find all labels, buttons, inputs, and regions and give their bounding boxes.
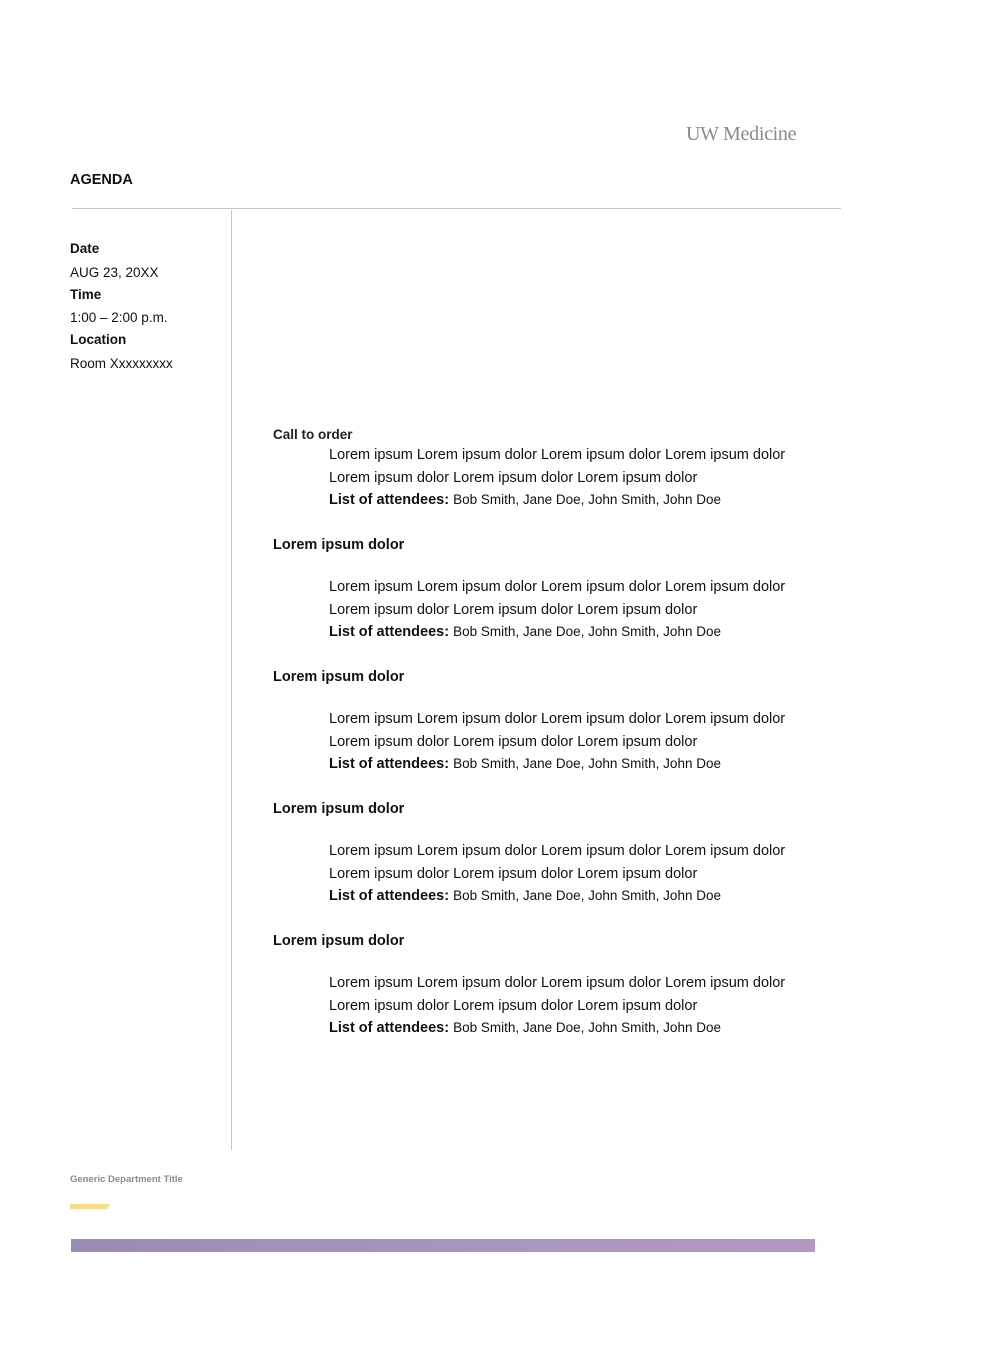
agenda-item-heading: Lorem ipsum dolor xyxy=(273,933,405,949)
agenda-item-text: Lorem ipsum dolor Lorem ipsum dolor Lorem ipsum dolor xyxy=(329,733,698,750)
attendees-names: Bob Smith, Jane Doe, John Smith, John Doe xyxy=(453,756,721,771)
attendees-label: List of attendees: xyxy=(329,492,450,508)
agenda-item-heading: Lorem ipsum dolor xyxy=(273,669,405,685)
agenda-item-text: Lorem ipsum Lorem ipsum dolor Lorem ipsum dolor Lorem ipsum dolor xyxy=(329,843,786,859)
attendees-line xyxy=(329,753,843,775)
footer-color-bar xyxy=(71,1239,815,1252)
agenda-item-body xyxy=(329,972,843,1039)
agenda-item-text: Lorem ipsum Lorem ipsum dolor Lorem ipsum dolor Lorem ipsum dolor xyxy=(329,975,786,991)
agenda-item-body xyxy=(329,840,843,907)
agenda-item-heading: Lorem ipsum dolor xyxy=(273,801,405,817)
agenda-item-text: Lorem ipsum dolor Lorem ipsum dolor Lorem ipsum dolor xyxy=(329,997,698,1014)
location-label: Location xyxy=(70,332,127,347)
uw-medicine-logo: UW Medicine xyxy=(686,123,797,145)
location-value: Room Xxxxxxxxx xyxy=(70,355,173,371)
attendees-label: List of attendees: xyxy=(329,756,450,772)
time-label: Time xyxy=(70,286,102,302)
department-title: Generic Department Title xyxy=(70,1174,183,1185)
attendees-line xyxy=(329,885,843,907)
attendees-names: Bob Smith, Jane Doe, John Smith, John Doe xyxy=(453,1020,721,1035)
footer-accent-mark xyxy=(70,1204,110,1209)
attendees-names: Bob Smith, Jane Doe, John Smith, John Doe xyxy=(453,624,721,639)
agenda-item-heading: Lorem ipsum dolor xyxy=(273,537,405,553)
agenda-item-body xyxy=(329,708,843,775)
agenda-item xyxy=(273,667,843,775)
agenda-item xyxy=(273,799,843,907)
agenda-item xyxy=(273,931,843,1039)
attendees-names: Bob Smith, Jane Doe, John Smith, John Doe xyxy=(453,888,721,903)
attendees-label: List of attendees: xyxy=(329,1020,450,1036)
agenda-item-heading: Call to order xyxy=(273,427,353,442)
agenda-item-text: Lorem ipsum Lorem ipsum dolor Lorem ipsum dolor Lorem ipsum dolor xyxy=(329,447,786,463)
date-value: AUG 23, 20XX xyxy=(70,264,159,280)
attendees-line xyxy=(329,621,843,643)
header-divider xyxy=(72,208,841,209)
agenda-item-body xyxy=(329,576,843,643)
attendees-line xyxy=(329,1017,843,1039)
agenda-item-text: Lorem ipsum Lorem ipsum dolor Lorem ipsum dolor Lorem ipsum dolor xyxy=(329,579,786,595)
attendees-line xyxy=(329,489,843,511)
date-label: Date xyxy=(70,241,100,256)
attendees-names: Bob Smith, Jane Doe, John Smith, John Doe xyxy=(453,492,721,507)
agenda-item-text: Lorem ipsum dolor Lorem ipsum dolor Lorem ipsum dolor xyxy=(329,469,698,486)
agenda-item xyxy=(273,426,843,511)
agenda-item-text: Lorem ipsum Lorem ipsum dolor Lorem ipsum dolor Lorem ipsum dolor xyxy=(329,711,786,727)
sidebar-divider xyxy=(231,210,232,1150)
meeting-details xyxy=(70,238,230,375)
time-value: 1:00 – 2:00 p.m. xyxy=(70,310,168,325)
agenda-item xyxy=(273,535,843,643)
agenda-items xyxy=(273,426,843,1039)
agenda-item-body xyxy=(329,444,843,511)
agenda-item-text: Lorem ipsum dolor Lorem ipsum dolor Lorem ipsum dolor xyxy=(329,865,698,882)
attendees-label: List of attendees: xyxy=(329,888,450,904)
page-title: AGENDA xyxy=(70,172,133,188)
attendees-label: List of attendees: xyxy=(329,624,450,640)
agenda-item-text: Lorem ipsum dolor Lorem ipsum dolor Lorem ipsum dolor xyxy=(329,601,698,618)
